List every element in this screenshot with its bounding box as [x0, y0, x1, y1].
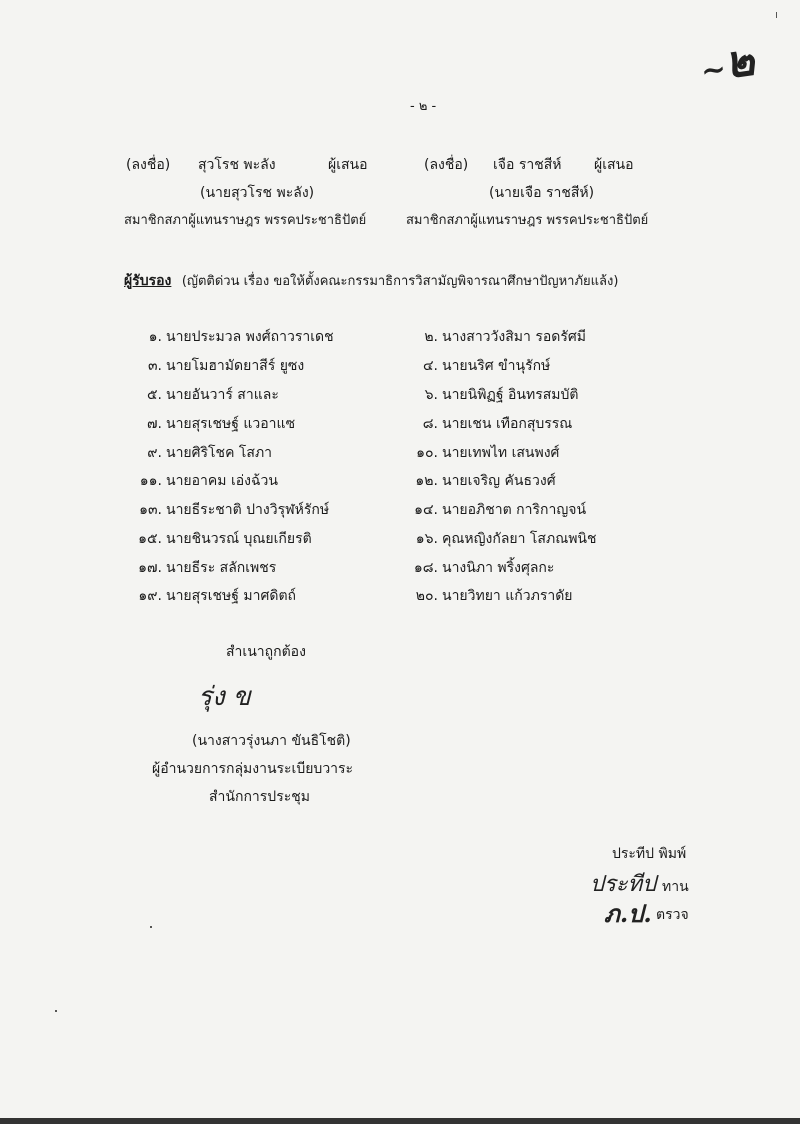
list-item-name: นางสาววังสิมา รอดรัศมี — [442, 329, 586, 345]
list-item-name: นายโมฮามัดยาสีร์ ยูซง — [166, 358, 305, 374]
list-item — [136, 472, 278, 490]
list-item-name: คุณหญิงกัลยา โสภณพนิช — [442, 531, 597, 547]
list-item — [136, 328, 334, 346]
endorsers-heading: ผู้รับรอง — [124, 273, 172, 289]
list-item-name: นายศิริโชค โสภา — [166, 445, 273, 461]
proposer-1-affiliation: สมาชิกสภาผู้แทนราษฎร พรรคประชาธิปัตย์ — [124, 213, 367, 228]
proposer-1-signature: สุวโรช พะลัง — [198, 157, 276, 173]
list-item-name: นายอันวาร์ สาและ — [166, 387, 279, 403]
list-item-name: นายเชน เทือกสุบรรณ — [442, 416, 573, 432]
list-item-number: ๗. — [147, 416, 162, 432]
corner-page-mark — [695, 25, 758, 102]
scan-artifact — [776, 12, 777, 18]
typist-name: ประทีป พิมพ์ — [612, 846, 687, 862]
list-item-number: ๔. — [422, 358, 438, 374]
list-item — [412, 501, 586, 519]
proposer-1-role: ผู้เสนอ — [328, 157, 368, 173]
certification-signature-text: รุ่ง ข — [198, 682, 251, 712]
certification-name: (นางสาวรุ่งนภา ขันธิโชติ) — [192, 733, 351, 749]
list-item — [412, 386, 579, 404]
list-item — [412, 530, 597, 548]
list-item — [136, 386, 279, 404]
list-item-number: ๒. — [424, 329, 438, 345]
typist-role-2: ตรวจ — [656, 907, 689, 923]
list-item — [136, 444, 272, 462]
list-item-number: ๑๙. — [138, 588, 162, 604]
list-item — [136, 530, 312, 548]
list-item-name: นายนิพิฏฐ์ อินทรสมบัติ — [442, 387, 579, 403]
proposer-2-role: ผู้เสนอ — [594, 157, 634, 173]
list-item-name: นายวิทยา แก้วภราดัย — [442, 588, 573, 604]
list-item-number: ๑๐. — [416, 445, 438, 461]
certification-office: สำนักการประชุม — [209, 789, 310, 805]
certification-position: ผู้อำนวยการกลุ่มงานระเบียบวาระ — [152, 761, 354, 777]
corner-mark-text: ๒ — [721, 34, 758, 90]
list-item-number: ๑๑. — [139, 473, 162, 489]
list-item — [136, 559, 276, 577]
scan-artifact — [150, 926, 152, 928]
list-item — [412, 328, 586, 346]
list-item — [412, 559, 554, 577]
list-item-name: นายสุรเชษฐ์ แวอาแซ — [166, 416, 296, 432]
list-item — [136, 501, 329, 519]
list-item-number: ๑๘. — [413, 560, 438, 576]
list-item-number: ๘. — [422, 416, 438, 432]
typist-signature-1: ประทีป — [590, 872, 657, 897]
page-number: - ๒ - — [410, 99, 437, 114]
list-item-name: นายนริศ ขำนุรักษ์ — [442, 358, 551, 374]
proposer-2-name: (นายเจือ ราชสีห์) — [489, 185, 595, 201]
corner-dash: ~ — [698, 51, 729, 90]
list-item-number: ๓. — [147, 358, 162, 374]
scan-artifact — [0, 1118, 800, 1124]
list-item-number: ๑๗. — [138, 560, 162, 576]
list-item — [412, 415, 572, 433]
list-item — [136, 587, 296, 605]
list-item-name: นายเจริญ คันธวงศ์ — [442, 473, 556, 489]
list-item-number: ๖. — [424, 387, 438, 403]
list-item-name: นายประมวล พงศ์ถาวราเดช — [166, 329, 334, 345]
list-item-number: ๑๕. — [138, 531, 162, 547]
list-item-number: ๑๖. — [415, 531, 438, 547]
list-item-number: ๒๐. — [415, 588, 438, 604]
endorsers-subject: (ญัตติด่วน เรื่อง ขอให้ตั้งคณะกรรมาธิการวิสามัญพิจารณาศึกษาปัญหาภัยแล้ง) — [181, 274, 619, 289]
list-item — [412, 472, 556, 490]
list-item-number: ๕. — [146, 387, 162, 403]
list-item — [136, 415, 295, 433]
certification-title: สำเนาถูกต้อง — [226, 644, 306, 660]
proposer-1-sign-prefix: (ลงชื่อ) — [126, 157, 171, 173]
list-item-number: ๑. — [148, 329, 162, 345]
proposer-2-sign-prefix: (ลงชื่อ) — [424, 157, 469, 173]
list-item-name: นายชินวรณ์ บุณยเกียรติ — [166, 531, 312, 547]
list-item-number: ๙. — [147, 445, 162, 461]
scan-artifact — [55, 1010, 57, 1012]
list-item-name: นายธีระชาติ ปางวิรุฬห์รักษ์ — [166, 502, 330, 518]
list-item — [136, 357, 304, 375]
list-item — [412, 587, 573, 605]
list-item-name: นายสุรเชษฐ์ มาศดิตถ์ — [166, 588, 297, 604]
list-item-name: นายอาคม เอ่งฉ้วน — [166, 473, 278, 489]
list-item-name: นายอภิชาต การิกาญจน์ — [442, 502, 587, 518]
proposer-2-affiliation: สมาชิกสภาผู้แทนราษฎร พรรคประชาธิปัตย์ — [406, 213, 649, 228]
typist-role-1: ทาน — [662, 879, 689, 895]
typist-signature-2: ภ.ป. — [604, 899, 652, 928]
list-item-number: ๑๒. — [415, 473, 438, 489]
proposer-2-signature: เจือ ราชสีห์ — [493, 157, 562, 173]
list-item-name: นายเทพไท เสนพงศ์ — [442, 445, 560, 461]
proposer-1-name: (นายสุวโรช พะลัง) — [200, 185, 315, 201]
list-item-name: นายธีระ สลักเพชร — [166, 560, 277, 576]
certification-signature — [198, 676, 251, 717]
list-item — [412, 357, 550, 375]
list-item-number: ๑๔. — [414, 502, 438, 518]
list-item-name: นางนิภา พริ้งศุลกะ — [442, 560, 555, 576]
list-item — [412, 444, 559, 462]
list-item-number: ๑๓. — [139, 502, 162, 518]
endorsers-line — [124, 272, 618, 291]
